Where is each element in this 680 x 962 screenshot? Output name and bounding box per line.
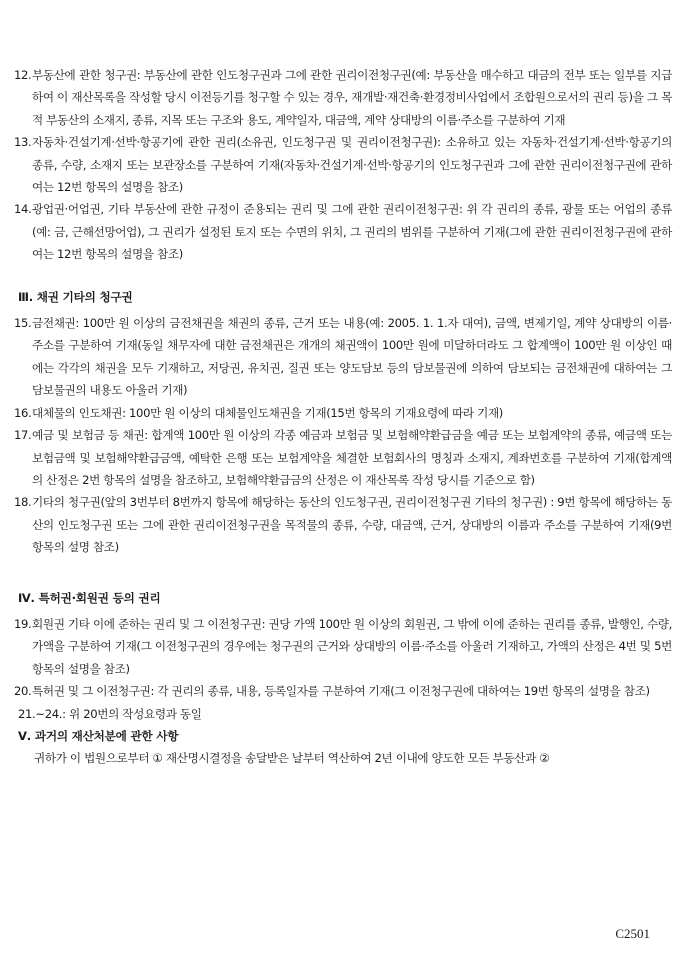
section-heading-5: Ⅴ. 과거의 재산처분에 관한 사항 [18, 728, 179, 743]
item-text: 기타의 청구권(앞의 3번부터 8번까지 항목에 해당하는 동산의 인도청구권, 권리이전청구권 기타의 청구권) : 9번 항목에 해당하는 동산의 인도청구권 또는 그에 관한 권리이전청구권을 목적물의 종류, 수량, 대금액, 근거, 상대방의 이름과 주소를 구분하여 기재(9번 항목의 설명 참조) [32, 495, 672, 555]
list-item-18 [14, 491, 672, 558]
section-5-text: 귀하가 이 법원으로부터 ① 재산명시결정을 송달받은 날부터 역산하여 2년 이내에 양도한 모든 부동산과 ② [34, 751, 550, 766]
item-number: 19. [14, 616, 32, 631]
item-number: 20. [14, 684, 32, 699]
list-item-15 [14, 312, 672, 402]
item-text: 예금 및 보험금 등 채권: 합계액 100만 원 이상의 각종 예금과 보험금 및 보험해약환급금을 예금 또는 보험계약의 종류, 예금액 또는 보험금액 및 보험해약환급금액, 예탁한 은행 또는 보험계약을 체결한 보험회사의 명칭과 소재지, 계좌번호를 구분하여 기재(합계액의 산정은 2번 항목의 설명을 참조하고, 보험해약환급금의 산정은 이 재산목록 작성 당시를 기준으로 함) [32, 428, 672, 487]
list-item-19 [14, 613, 672, 680]
form-code: C2501 [615, 926, 650, 941]
item-text: 금전채권: 100만 원 이상의 금전채권을 채권의 종류, 근거 또는 내용(예: 2005. 1. 1.자 대여), 금액, 변제기일, 계약 상대방의 이름·주소를 구분하여 기재(동일 채무자에 대한 금전채권은 개개의 채권액이 100만 원에 미달하더라도 그 합계액이 100만 원 이상인 때에는 각각의 채권을 모두 기재하고, 저당권, 유치권, 질권 또는 양도담보 등의 담보물권에 의하여 담보되는 금전채권에 대하여는 그 담보물권의 내용도 아울러 기재) [32, 316, 672, 398]
item-text: 광업권·어업권, 기타 부동산에 관한 규정이 준용되는 권리 및 그에 관한 권리이전청구권: 위 각 권리의 종류, 광물 또는 어업의 종류(예: 금, 근해선망어업), 그 권리가 설정된 토지 또는 수면의 위치, 그 권리의 범위를 구분하여 기재(그에 관한 권리이전청구권에 관하여는 12번 항목의 설명을 참조) [32, 202, 672, 262]
list-item-13 [14, 131, 672, 198]
item-text: 부동산에 관한 청구권: 부동산에 관한 인도청구권과 그에 관한 권리이전청구권(예: 부동산을 매수하고 대금의 전부 또는 일부를 지급하여 이 재산목록을 작성할 당시 이전등기를 청구할 수 있는 경우, 재개발·재건축·환경정비사업에서 조합원으로서의 권리 등)을 그 목적 부동산의 소재지, 종류, 지목 또는 구조와 용도, 계약일자, 대금액, 계약 상대방의 이름·주소를 구분하여 기재 [32, 68, 672, 127]
item-text: 자동차·건설기계·선박·항공기에 관한 권리(소유권, 인도청구권 및 권리이전청구권): 소유하고 있는 자동차·건설기계·선박·항공기의 종류, 수량, 소재지 또는 보관장소를 구분하여 기재(자동차·건설기계·선박·항공기의 인도청구권과 그에 관한 권리이전청구권에 관하여는 12번 항목의 설명을 참조) [32, 135, 672, 195]
item-number: 13. [14, 135, 32, 150]
item-number: 15. [14, 316, 32, 331]
item-number: 14. [14, 202, 32, 217]
section-heading-4: Ⅳ. 특허권·회원권 등의 권리 [18, 590, 161, 605]
list-item-20 [14, 680, 672, 702]
list-item-14 [14, 198, 672, 265]
document-body [14, 64, 672, 770]
list-item-17 [14, 424, 672, 491]
item-text: 대체물의 인도채권: 100만 원 이상의 대체물인도채권을 기재(15번 항목의 기재요령에 따라 기재) [32, 405, 503, 420]
list-item-12 [14, 64, 672, 131]
list-item-16 [14, 402, 672, 424]
item-number: 16. [14, 405, 32, 420]
item-text: 회원권 기타 이에 준하는 권리 및 그 이전청구권: 권당 가액 100만 원 이상의 회원권, 그 밖에 이에 준하는 권리를 종류, 발행인, 수량, 가액을 구분하여 기재(그 이전청구권의 경우에는 청구권의 근거와 상대방의 이름·주소를 아울러 기재하고, 가액의 산정은 4번 및 5번 항목의 설명을 참조) [32, 616, 672, 676]
item-number: 17. [14, 428, 32, 443]
item-number: 18. [14, 495, 32, 510]
section-heading-3: Ⅲ. 채권 기타의 청구권 [18, 289, 133, 304]
items-21-24-note: 21.~24.: 위 20번의 작성요령과 동일 [18, 706, 202, 721]
item-text: 특허권 및 그 이전청구권: 각 권리의 종류, 내용, 등록일자를 구분하여 기재(그 이전청구권에 대하여는 19번 항목의 설명을 참조) [32, 684, 650, 699]
item-number: 12. [14, 68, 32, 82]
